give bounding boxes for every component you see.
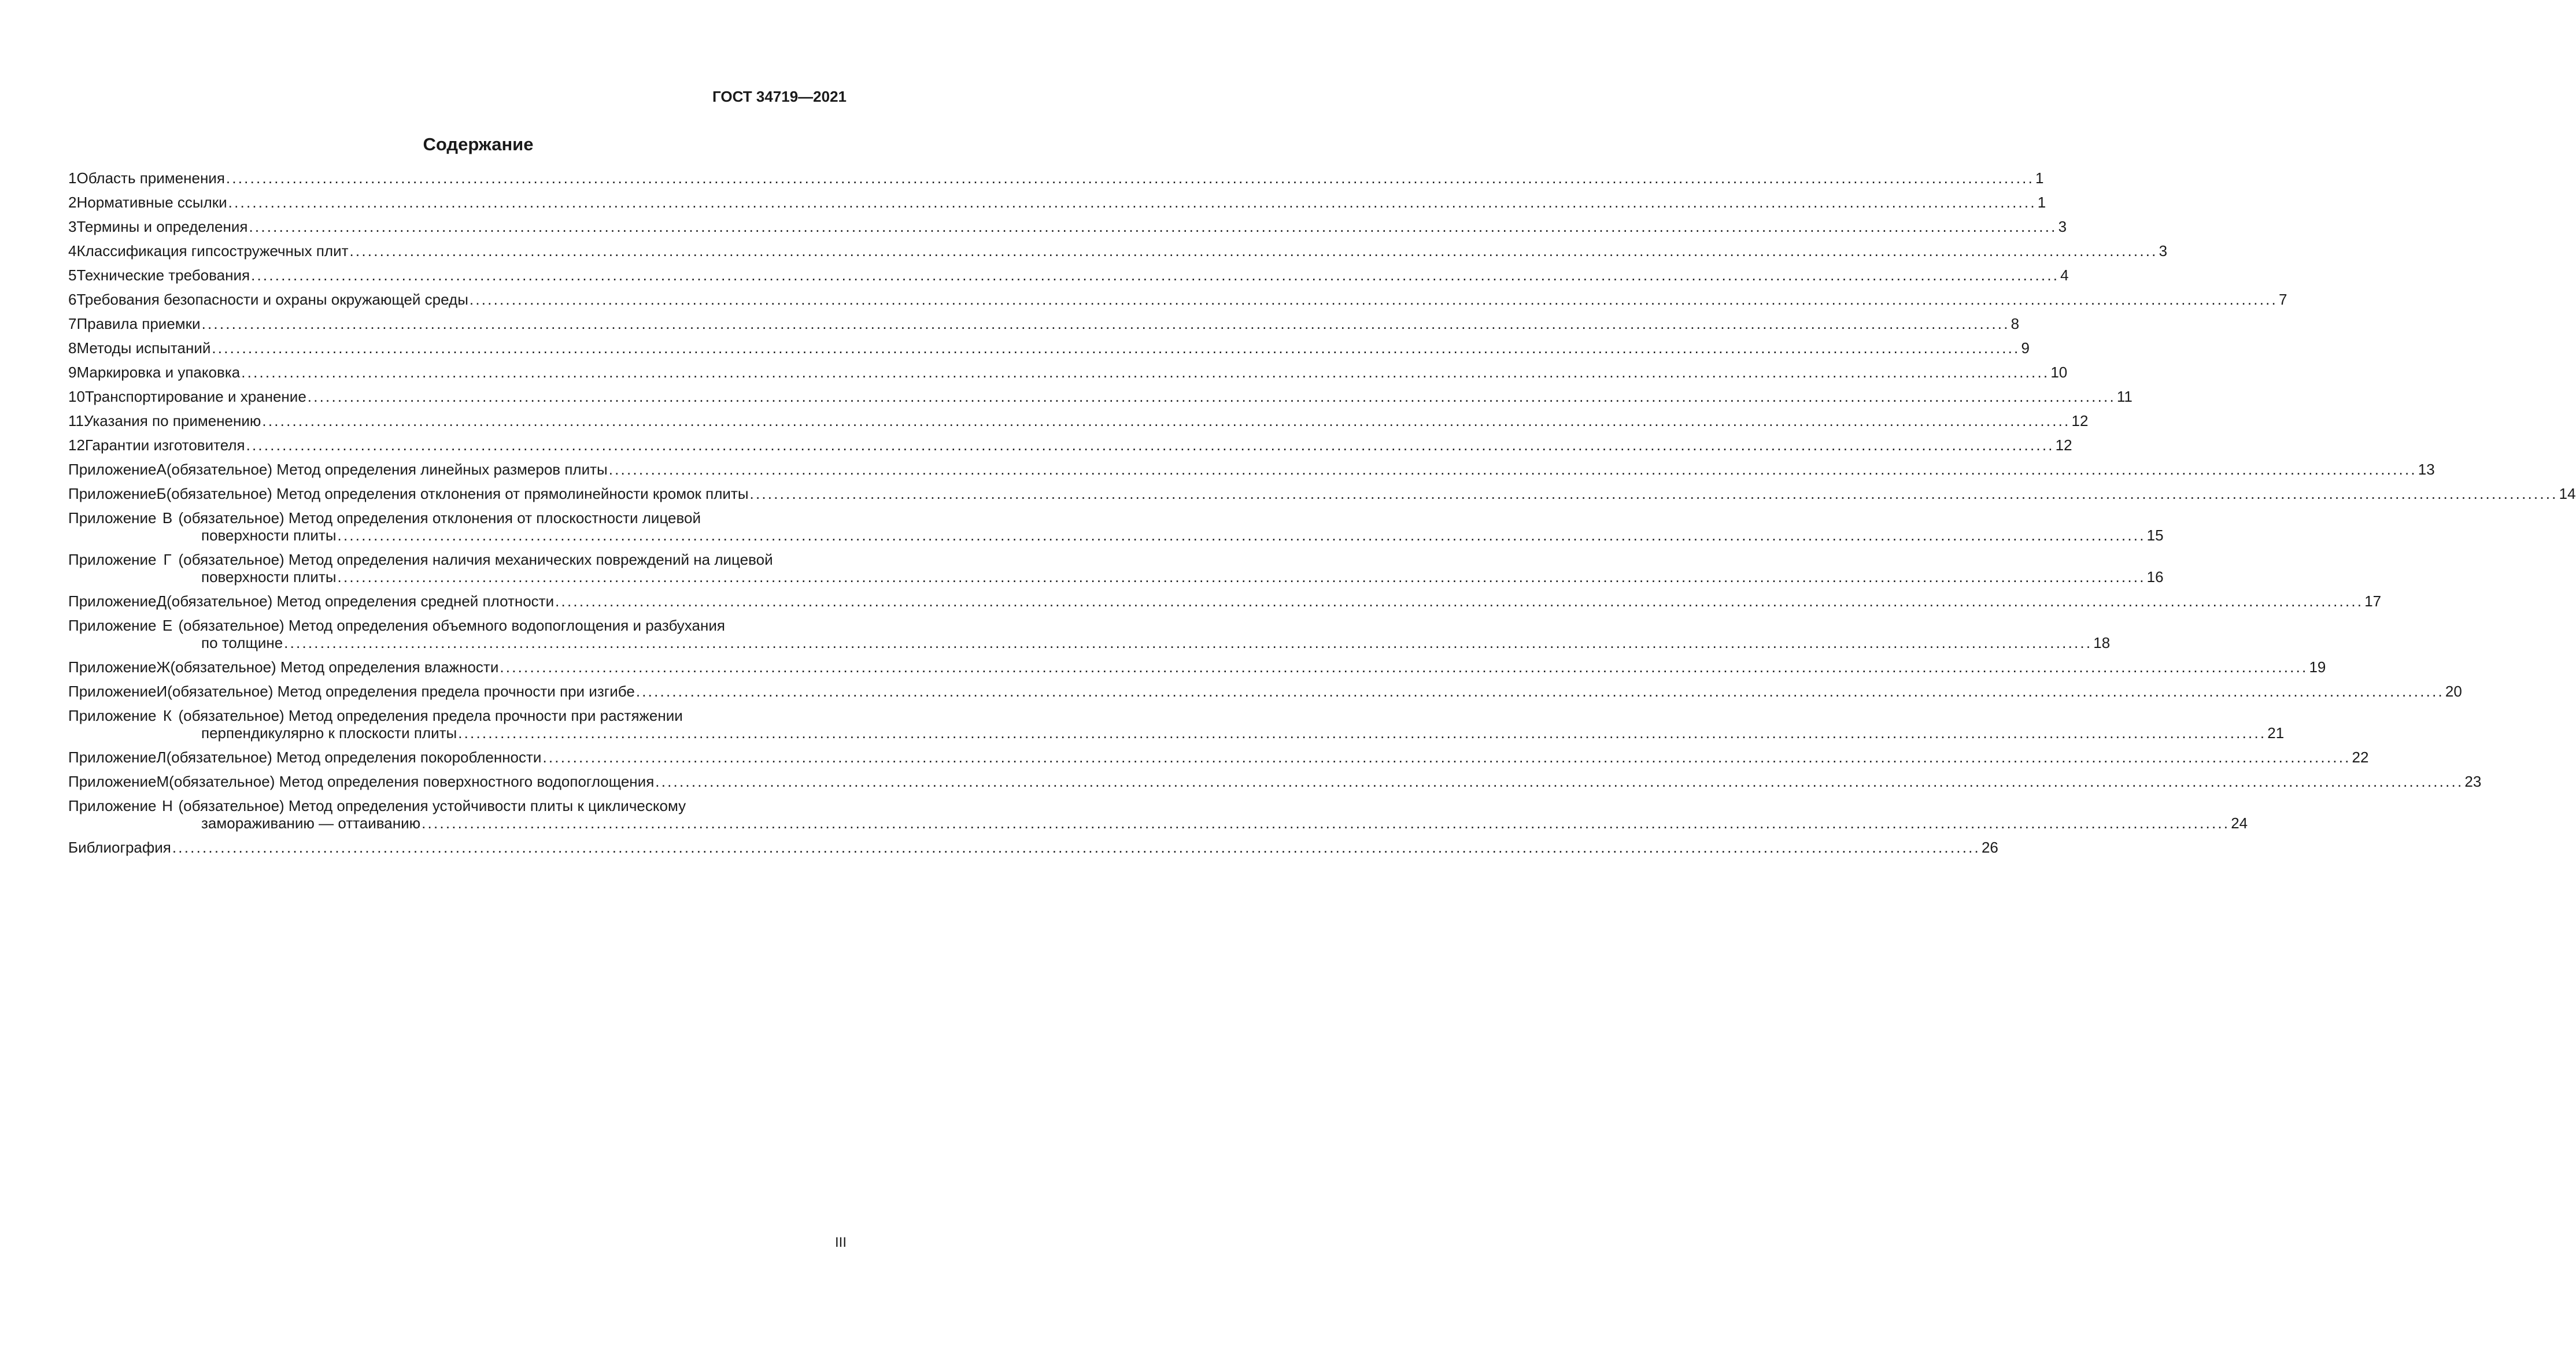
appendix-prefix: Приложение bbox=[68, 461, 157, 478]
page-ref: 11 bbox=[2116, 388, 2133, 405]
page-ref: 14 bbox=[2559, 485, 2576, 502]
page-ref: 4 bbox=[2060, 266, 2069, 284]
page-ref: 18 bbox=[2093, 634, 2111, 651]
toc-entry-section[interactable] bbox=[68, 315, 2020, 332]
appendix-letter: Ж bbox=[156, 658, 171, 676]
toc-entry-section[interactable] bbox=[68, 388, 2133, 405]
appendix-title: (обязательное) Метод определения наличия механических повреждений на лицевой bbox=[178, 551, 773, 568]
section-title: Указания по применению bbox=[84, 412, 261, 429]
appendix-prefix: Приложение bbox=[68, 749, 157, 766]
appendix-prefix: Приложение bbox=[68, 485, 157, 502]
appendix-prefix: Приложение bbox=[68, 773, 157, 790]
dot-leader: ............................................................................................................................................................................................................................................................................................................ bbox=[458, 724, 2267, 742]
section-title: Транспортирование и хранение bbox=[84, 388, 306, 405]
page-ref: 22 bbox=[2352, 749, 2369, 766]
page-number: III bbox=[834, 1235, 847, 1250]
appendix-letter: Е bbox=[162, 617, 173, 634]
appendix-title: (обязательное) Метод определения отклонения от плоскостности лицевой bbox=[178, 509, 701, 527]
section-title: Гарантии изготовителя bbox=[84, 436, 245, 454]
section-number: 11 bbox=[68, 412, 84, 429]
bibliography-title: Библиография bbox=[68, 839, 171, 856]
dot-leader: ............................................................................................................................................................................................................................................................................................................ bbox=[228, 194, 2037, 211]
page-ref: 3 bbox=[2058, 218, 2067, 235]
appendix-title: (обязательное) Метод определения линейных размеров плиты bbox=[166, 461, 608, 478]
dot-leader: ............................................................................................................................................................................................................................................................................................................ bbox=[337, 568, 2146, 586]
dot-leader: ............................................................................................................................................................................................................................................................................................................ bbox=[172, 839, 1980, 856]
section-title: Классификация гипсостружечных плит bbox=[76, 242, 349, 260]
dot-leader: ............................................................................................................................................................................................................................................................................................................ bbox=[246, 436, 2054, 454]
section-number: 8 bbox=[68, 339, 77, 357]
dot-leader: ............................................................................................................................................................................................................................................................................................................ bbox=[249, 218, 2057, 235]
appendix-letter: Г bbox=[163, 551, 172, 568]
section-title: Методы испытаний bbox=[76, 339, 211, 357]
toc-entry-section[interactable] bbox=[68, 291, 2287, 308]
dot-leader: ............................................................................................................................................................................................................................................................................................................ bbox=[500, 658, 2308, 676]
dot-leader: ............................................................................................................................................................................................................................................................................................................ bbox=[635, 683, 2444, 700]
section-title: Требования безопасности и охраны окружающей среды bbox=[76, 291, 468, 308]
dot-leader: ............................................................................................................................................................................................................................................................................................................ bbox=[349, 242, 2158, 260]
appendix-title: (обязательное) Метод определения предела прочности при изгибе bbox=[167, 683, 635, 700]
appendix-title: (обязательное) Метод определения влажности bbox=[170, 658, 499, 676]
dot-leader: ............................................................................................................................................................................................................................................................................................................ bbox=[749, 485, 2558, 502]
appendix-title-cont: поверхности плиты bbox=[201, 527, 337, 544]
toc-entry-appendix[interactable] bbox=[68, 797, 2248, 832]
dot-leader: ............................................................................................................................................................................................................................................................................................................ bbox=[469, 291, 2278, 308]
toc-entry-appendix[interactable] bbox=[68, 592, 2382, 610]
section-number: 6 bbox=[68, 291, 77, 308]
page-ref: 23 bbox=[2464, 773, 2482, 790]
toc-entry-section[interactable] bbox=[68, 194, 2046, 211]
appendix-prefix: Приложение bbox=[68, 592, 157, 610]
toc-entry-appendix[interactable] bbox=[68, 658, 2326, 676]
page-title: Содержание bbox=[423, 134, 534, 154]
appendix-prefix: Приложение bbox=[68, 707, 157, 724]
dot-leader: ............................................................................................................................................................................................................................................................................................................ bbox=[226, 169, 2034, 187]
toc-entry-appendix[interactable] bbox=[68, 617, 2111, 651]
appendix-title: (обязательное) Метод определения предела прочности при растяжении bbox=[178, 707, 683, 724]
appendix-title-cont: поверхности плиты bbox=[201, 568, 337, 586]
page-ref: 1 bbox=[2037, 194, 2046, 211]
page-ref: 17 bbox=[2364, 592, 2382, 610]
page-ref: 10 bbox=[2050, 364, 2068, 381]
toc-entry-appendix[interactable] bbox=[68, 707, 2285, 742]
toc-entry-appendix[interactable] bbox=[68, 551, 2164, 586]
appendix-letter: Б bbox=[156, 485, 167, 502]
appendix-letter: М bbox=[156, 773, 169, 790]
dot-leader: ............................................................................................................................................................................................................................................................................................................ bbox=[201, 315, 2010, 332]
dot-leader: ............................................................................................................................................................................................................................................................................................................ bbox=[262, 412, 2071, 429]
section-number: 4 bbox=[68, 242, 77, 260]
toc-entry-appendix[interactable] bbox=[68, 773, 2482, 790]
dot-leader: ............................................................................................................................................................................................................................................................................................................ bbox=[542, 749, 2351, 766]
appendix-prefix: Приложение bbox=[68, 683, 157, 700]
toc-entry-appendix[interactable] bbox=[68, 509, 2164, 544]
page-ref: 8 bbox=[2010, 315, 2020, 332]
dot-leader: ............................................................................................................................................................................................................................................................................................................ bbox=[241, 364, 2050, 381]
dot-leader: ............................................................................................................................................................................................................................................................................................................ bbox=[284, 634, 2093, 651]
section-title: Термины и определения bbox=[76, 218, 248, 235]
page-ref: 26 bbox=[1981, 839, 1998, 856]
dot-leader: ............................................................................................................................................................................................................................................................................................................ bbox=[337, 527, 2146, 544]
appendix-letter: Д bbox=[156, 592, 167, 610]
dot-leader: ............................................................................................................................................................................................................................................................................................................ bbox=[608, 461, 2417, 478]
appendix-title-cont: перпендикулярно к плоскости плиты bbox=[201, 724, 457, 742]
page-ref: 12 bbox=[2055, 436, 2072, 454]
appendix-prefix: Приложение bbox=[68, 797, 157, 814]
page-ref: 1 bbox=[2035, 169, 2044, 187]
section-title: Нормативные ссылки bbox=[76, 194, 227, 211]
toc-entry-section[interactable] bbox=[68, 436, 2072, 454]
dot-leader: ............................................................................................................................................................................................................................................................................................................ bbox=[212, 339, 2020, 357]
appendix-title: (обязательное) Метод определения средней плотности bbox=[167, 592, 555, 610]
dot-leader: ............................................................................................................................................................................................................................................................................................................ bbox=[307, 388, 2116, 405]
toc-entry-appendix[interactable] bbox=[68, 683, 2462, 700]
toc-entry-section[interactable] bbox=[68, 242, 2168, 260]
page-ref: 24 bbox=[2231, 814, 2248, 832]
appendix-title: (обязательное) Метод определения отклонения от прямолинейности кромок плиты bbox=[166, 485, 749, 502]
section-title: Маркировка и упаковка bbox=[76, 364, 241, 381]
appendix-title-cont: по толщине bbox=[201, 634, 283, 651]
appendix-letter: В bbox=[162, 509, 173, 527]
appendix-letter: Н bbox=[162, 797, 173, 814]
toc-entry-appendix[interactable] bbox=[68, 749, 2369, 766]
appendix-title: (обязательное) Метод определения объемного водопоглощения и разбухания bbox=[178, 617, 725, 634]
appendix-prefix: Приложение bbox=[68, 658, 157, 676]
section-number: 3 bbox=[68, 218, 77, 235]
section-title: Область применения bbox=[76, 169, 225, 187]
appendix-prefix: Приложение bbox=[68, 509, 157, 527]
toc-entry-bibliography[interactable] bbox=[68, 839, 1998, 856]
appendix-title-cont: замораживанию — оттаиванию bbox=[201, 814, 421, 832]
toc-entry-appendix[interactable] bbox=[68, 461, 2435, 478]
appendix-title: (обязательное) Метод определения покоробленности bbox=[166, 749, 542, 766]
toc-entry-appendix[interactable] bbox=[68, 485, 2576, 502]
page-ref: 20 bbox=[2445, 683, 2462, 700]
section-number: 1 bbox=[68, 169, 77, 187]
appendix-prefix: Приложение bbox=[68, 551, 157, 568]
page-ref: 12 bbox=[2071, 412, 2089, 429]
page-ref: 9 bbox=[2021, 339, 2030, 357]
dot-leader: ............................................................................................................................................................................................................................................................................................................ bbox=[422, 814, 2230, 832]
appendix-prefix: Приложение bbox=[68, 617, 157, 634]
table-of-contents bbox=[68, 169, 2576, 863]
section-number: 9 bbox=[68, 364, 77, 381]
page-ref: 19 bbox=[2309, 658, 2326, 676]
section-number: 2 bbox=[68, 194, 77, 211]
appendix-letter: И bbox=[156, 683, 168, 700]
dot-leader: ............................................................................................................................................................................................................................................................................................................ bbox=[655, 773, 2464, 790]
appendix-letter: Л bbox=[156, 749, 167, 766]
page-ref: 16 bbox=[2146, 568, 2164, 586]
page-ref: 3 bbox=[2159, 242, 2168, 260]
appendix-letter: К bbox=[162, 707, 172, 724]
dot-leader: ............................................................................................................................................................................................................................................................................................................ bbox=[555, 592, 2364, 610]
toc-entry-section[interactable] bbox=[68, 364, 2068, 381]
appendix-title: (обязательное) Метод определения устойчивости плиты к циклическому bbox=[178, 797, 686, 814]
toc-entry-section[interactable] bbox=[68, 169, 2044, 187]
appendix-title: (обязательное) Метод определения поверхностного водопоглощения bbox=[169, 773, 655, 790]
toc-entry-section[interactable] bbox=[68, 412, 2089, 429]
toc-entry-section[interactable] bbox=[68, 339, 2030, 357]
section-number: 12 bbox=[68, 436, 85, 454]
section-number: 7 bbox=[68, 315, 77, 332]
appendix-letter: А bbox=[156, 461, 167, 478]
section-title: Технические требования bbox=[76, 266, 250, 284]
section-number: 10 bbox=[68, 388, 85, 405]
toc-entry-section[interactable] bbox=[68, 266, 2069, 284]
page-ref: 15 bbox=[2146, 527, 2164, 544]
section-title: Правила приемки bbox=[76, 315, 201, 332]
toc-entry-section[interactable] bbox=[68, 218, 2067, 235]
page-ref: 13 bbox=[2418, 461, 2435, 478]
dot-leader: ............................................................................................................................................................................................................................................................................................................ bbox=[251, 266, 2060, 284]
page-ref: 21 bbox=[2267, 724, 2285, 742]
section-number: 5 bbox=[68, 266, 77, 284]
page-ref: 7 bbox=[2278, 291, 2287, 308]
document-code: ГОСТ 34719—2021 bbox=[712, 88, 847, 105]
